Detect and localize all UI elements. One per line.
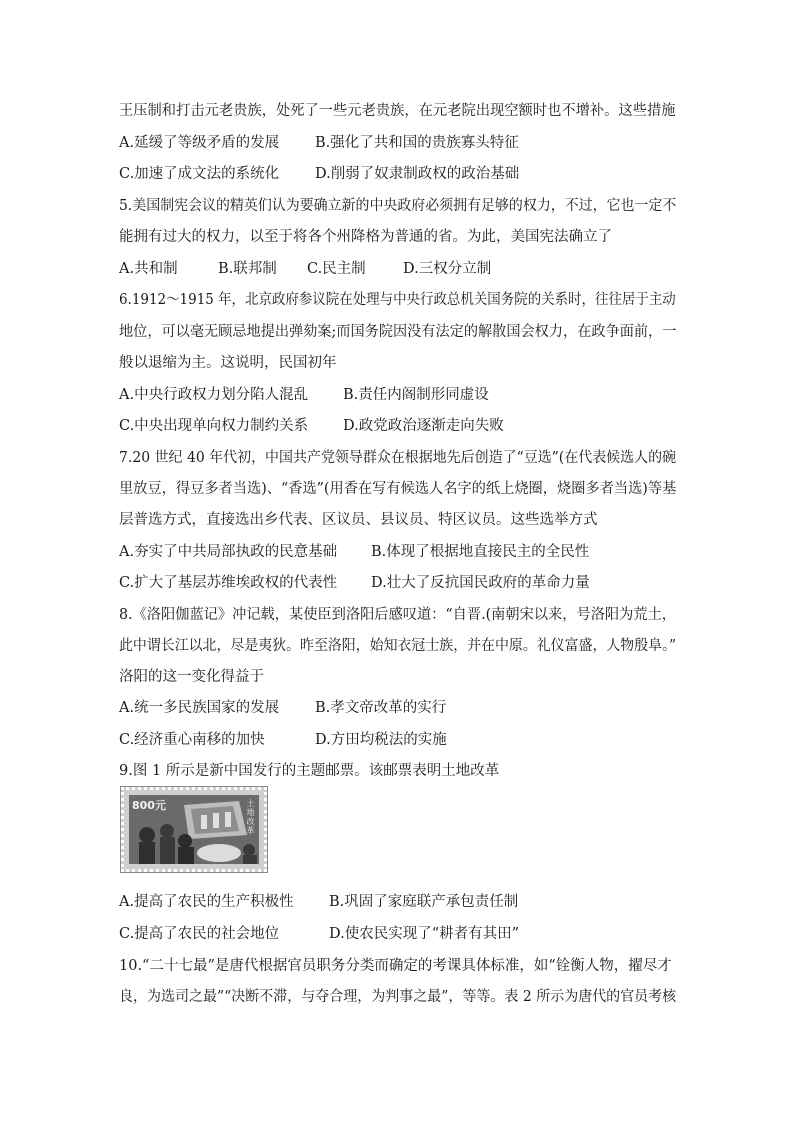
q5-option-c: C.民主制 [307, 261, 366, 277]
q7-option-b: B.体现了根据地直接民主的全民性 [371, 544, 590, 560]
q8-option-b: B.孝文帝改革的实行 [315, 700, 447, 716]
q6-option-b: B.责任内阁制形同虚设 [343, 387, 489, 403]
q9-option-c: C.提高了农民的社会地位 [119, 926, 280, 942]
q6-option-d: D.政党政治逐渐走向失败 [343, 418, 504, 434]
q8-option-c: C.经济重心南移的加快 [119, 732, 265, 748]
q9-option-a: A.提高了农民的生产积极性 [119, 894, 294, 910]
q5-option-b: B.联邦制 [218, 261, 277, 277]
q6-stem-2: 地位，可以毫无顾忌地提出弹劾案;而国务院因没有法定的解散国会权力，在政争面前，一 [119, 324, 677, 340]
q4-option-b: B.强化了共和国的贵族寡头特征 [315, 135, 519, 151]
q6-option-a: A.中央行政权力划分陷人混乱 [119, 387, 309, 403]
q8-option-d: D.方田均税法的实施 [315, 732, 447, 748]
q9-stem: 9.图 1 所示是新中国发行的主题邮票。该邮票表明土地改革 [119, 763, 500, 779]
q5-stem-1: 5.美国制宪会议的精英们认为要确立新的中央政府必须拥有足够的权力，不过，它也一定不 [119, 198, 677, 214]
q8-stem-1: 8.《洛阳伽蓝记》冲记载，某使臣到洛阳后感叹道：“自晋.(南朝宋以来，号洛阳为荒土， [119, 607, 677, 623]
q7-stem-3: 层普选方式，直接选出乡代表、区议员、县议员、特区议员。这些选举方式 [119, 512, 598, 528]
q8-option-a: A.统一多民族国家的发展 [119, 700, 280, 716]
q8-stem-3: 洛阳的这一变化得益于 [119, 669, 264, 685]
q10-stem-2: 良，为选司之最”“决断不滞，与夺合理，为判事之最”，等等。表 2 所示为唐代的官员考核 [119, 989, 677, 1005]
q5-option-a: A.共和制 [119, 261, 178, 277]
land-reform-stamp-image [121, 787, 267, 872]
q7-stem-2: 里放豆，得豆多者当选)、“香选”(用香在写有候选人名字的纸上烧圈，烧圈多者当选)等基 [119, 481, 677, 497]
q7-option-d: D.壮大了反抗国民政府的革命力量 [371, 575, 590, 591]
q6-stem-1: 6.1912～1915 年，北京政府参议院在处理与中央行政总机关国务院的关系时，往往居于主动 [119, 292, 676, 308]
q6-option-c: C.中央出现单向权力制约关系 [119, 418, 309, 434]
q9-option-d: D.使农民实现了“耕者有其田” [329, 926, 520, 942]
q7-stem-1: 7.20 世纪 40 年代初，中国共产党领导群众在根据地先后创造了“豆选”(在代表候选人的碗 [119, 450, 677, 466]
q8-stem-2: 此中谓长江以北，尽是夷狄。昨至洛阳，始知衣冠士族，并在中原。礼仪富盛，人物殷阜。” [119, 638, 677, 654]
stamp-denomination: 800元 [132, 799, 166, 812]
q5-option-d: D.三权分立制 [403, 261, 492, 277]
q4-option-a: A.延缓了等级矛盾的发展 [119, 135, 280, 151]
q4-option-c: C.加速了成文法的系统化 [119, 166, 280, 182]
q9-option-b: B.巩固了家庭联产承包责任制 [329, 894, 519, 910]
stamp-title: 土地改革 [246, 799, 255, 835]
q7-option-c: C.扩大了基层苏维埃政权的代表性 [119, 575, 338, 591]
q4-stem: 王压制和打击元老贵族，处死了一些元老贵族，在元老院出现空额时也不增补。这些措施 [119, 103, 676, 119]
q7-option-a: A.夯实了中共局部执政的民意基础 [119, 544, 338, 560]
q4-option-d: D.削弱了奴隶制政权的政治基础 [315, 166, 520, 182]
q5-stem-2: 能拥有过大的权力，以至于将各个州降格为普通的省。为此，美国宪法确立了 [119, 229, 612, 245]
q10-stem-1: 10.“二十七最”是唐代根据官员职务分类而确定的考课具体标准，如“铨衡人物，擢尽才 [119, 958, 672, 974]
stamp-picture [129, 795, 259, 864]
q6-stem-3: 般以退缩为主。这说明，民国初年 [119, 355, 337, 371]
